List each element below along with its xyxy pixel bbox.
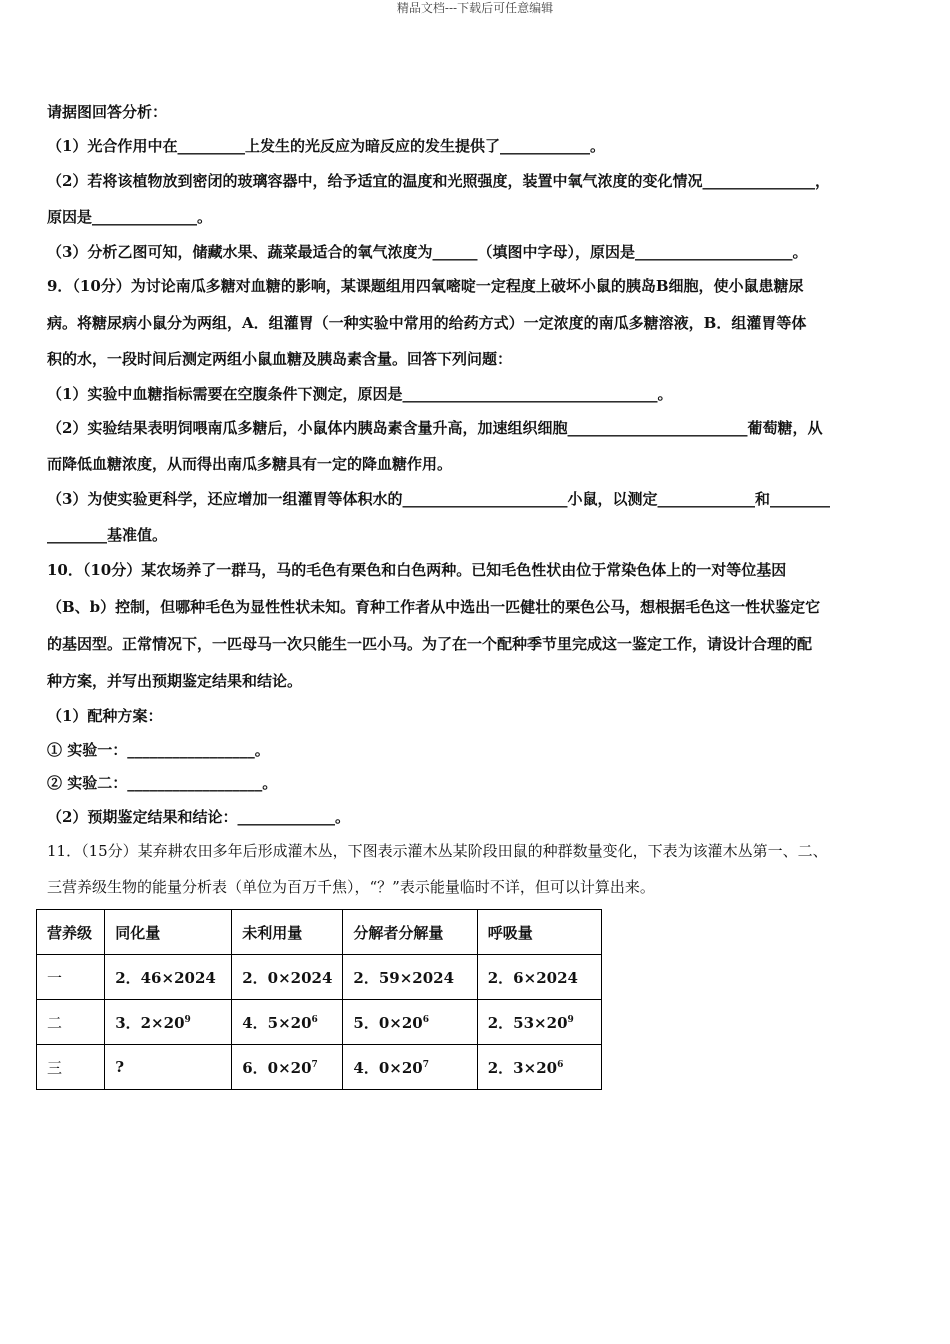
question-10: 10．（10分）某农场养了一群马，马的毛色有栗色和白色两种。已知毛色性状由位于常染色体上的一对等位基因 [47,561,787,579]
question-9: 9．（10分）为讨论南瓜多糖对血糖的影响，某课题组用四氧嘧啶一定程度上破坏小鼠的胰岛B细胞，使小鼠患糖尿 [47,277,804,295]
table-cell [232,955,343,1000]
text-line: 原因是______________。 [47,208,213,226]
cell-value: 6．0×20 [242,1058,312,1077]
energy-analysis-table [36,909,602,1090]
table-cell [105,1000,232,1045]
text-line: （1）光合作用中在_________上发生的光反应为暗反应的发生提供了____________。 [47,137,605,155]
table-row [37,1045,602,1090]
text-line: （2）实验结果表明饲喂南瓜多糖后，小鼠体内胰岛素含量升高，加速组织细胞________________________葡萄糖，从 [47,419,823,437]
cell-value: 2．0×2024 [242,968,333,987]
text-line: ________基准值。 [47,526,168,544]
cell-exponent: 6 [422,1014,429,1025]
text-line: 三营养级生物的能量分析表（单位为百万千焦），“？”表示能量临时不详，但可以计算出来。 [47,878,655,896]
table-cell-level: 二 [37,1000,105,1045]
text-line: 积的水，一段时间后测定两组小鼠血糖及胰岛素含量。回答下列问题： [47,350,513,368]
table-header-cell: 未利用量 [232,910,343,955]
cell-value: 5．0×20 [353,1013,423,1032]
table-cell [232,1045,343,1090]
table-row [37,955,602,1000]
text-line: （3）为使实验更科学，还应增加一组灌胃等体积水的______________________小鼠，以测定_____________和________ [47,490,830,508]
cell-value: 2．6×2024 [487,968,578,987]
cell-exponent: 7 [311,1059,318,1070]
table-header-cell: 呼吸量 [477,910,601,955]
cell-exponent: 9 [184,1014,191,1025]
text-line: （2）若将该植物放到密闭的玻璃容器中，给予适宜的温度和光照强度，装置中氧气浓度的变化情况_______________， [47,172,830,190]
table-cell [343,1045,477,1090]
table-header-cell: 同化量 [105,910,232,955]
cell-value: 2．46×2024 [115,968,216,987]
table-cell [477,955,601,1000]
table-cell [105,1045,232,1090]
text-line: 的基因型。正常情况下，一匹母马一次只能生一匹小马。为了在一个配种季节里完成这一鉴定工作，请设计合理的配 [47,635,813,653]
table-cell [105,955,232,1000]
table-header-cell: 营养级 [37,910,105,955]
cell-exponent: 6 [311,1014,318,1025]
text-line: 请据图回答分析： [47,103,168,121]
table-cell [343,955,477,1000]
cell-value: 2．53×20 [487,1013,568,1032]
cell-value: 2．59×2024 [353,968,455,987]
table-row [37,1000,602,1045]
table-cell [477,1045,601,1090]
table-header-cell: 分解者分解量 [343,910,477,955]
cell-exponent: 7 [422,1059,429,1070]
text-line: ① 实验一：_________________。 [47,741,270,759]
text-line: ② 实验二：__________________。 [47,774,278,792]
text-line: （1）实验中血糖指标需要在空腹条件下测定，原因是__________________________________。 [47,385,673,403]
cell-value: 3．2×20 [115,1013,185,1032]
cell-exponent: 9 [567,1014,574,1025]
cell-value: 2．3×20 [487,1058,558,1077]
text-line: 病。将糖尿病小鼠分为两组，A．组灌胃（一种实验中常用的给药方式）一定浓度的南瓜多糖溶液，B．组灌胃等体 [47,314,807,332]
text-line: 而降低血糖浓度，从而得出南瓜多糖具有一定的降血糖作用。 [47,455,453,473]
table-header-row [37,910,602,955]
table-cell-level: 三 [37,1045,105,1090]
table-cell [477,1000,601,1045]
text-line: （1）配种方案： [47,707,163,725]
table-cell [343,1000,477,1045]
text-line: 种方案，并写出预期鉴定结果和结论。 [47,672,303,690]
text-line: （2）预期鉴定结果和结论：_____________。 [47,808,350,826]
page-header-watermark: 精品文档---下载后可任意编辑 [396,1,554,15]
cell-value: 4．5×20 [242,1013,312,1032]
cell-value: 4．0×20 [353,1058,423,1077]
table-cell [232,1000,343,1045]
text-line: （3）分析乙图可知，储藏水果、蔬菜最适合的氧气浓度为______（填图中字母），原因是_____________________。 [47,243,808,261]
cell-value: ? [115,1058,124,1076]
cell-exponent: 6 [557,1059,564,1070]
table-cell-level: 一 [37,955,105,1000]
text-line: （B、b）控制，但哪种毛色为显性性状未知。育种工作者从中选出一匹健壮的栗色公马，想根据毛色这一性状鉴定它 [47,598,821,616]
question-11: 11．（15分）某弃耕农田多年后形成灌木丛，下图表示灌木丛某阶段田鼠的种群数量变化，下表为该灌木丛第一、二、 [47,842,828,860]
